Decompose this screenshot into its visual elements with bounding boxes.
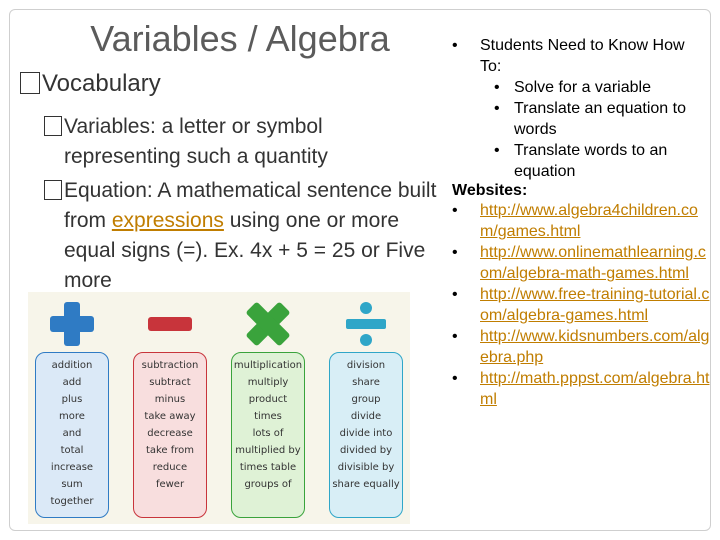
operation-column xyxy=(28,292,116,524)
operation-word: addition xyxy=(51,360,93,371)
operation-word: decrease xyxy=(147,428,193,439)
operation-word: and xyxy=(62,428,82,439)
website-link[interactable]: http://www.kidsnumbers.com/algebra.php xyxy=(480,328,710,366)
bullet-icon: • xyxy=(452,286,458,303)
operation-word: divide into xyxy=(339,428,393,439)
bullet-icon: • xyxy=(452,328,458,345)
website-item xyxy=(452,326,710,368)
operation-word: subtract xyxy=(149,377,191,388)
operation-word-card xyxy=(35,352,109,518)
website-item xyxy=(452,284,710,326)
website-link[interactable]: http://www.algebra4children.com/games.html xyxy=(480,202,698,240)
equation-definition xyxy=(20,176,440,296)
operation-word-card xyxy=(329,352,403,518)
operation-word: sum xyxy=(61,479,83,490)
operation-word: multiplied by xyxy=(235,445,301,456)
plus-icon xyxy=(28,296,116,352)
website-item xyxy=(452,368,710,410)
websites-label: Websites: xyxy=(452,182,528,199)
variables-definition xyxy=(20,112,440,172)
operation-word: multiplication xyxy=(233,360,303,371)
operation-word-card xyxy=(231,352,305,518)
website-link[interactable]: http://www.free-training-tutorial.com/algebra-games.html xyxy=(480,286,710,324)
operation-word: division xyxy=(346,360,386,371)
equation-text-pre: Equation: A mathematical sentence built from xyxy=(64,179,437,232)
operation-word: times table xyxy=(239,462,297,473)
website-item xyxy=(452,242,710,284)
operation-word: groups of xyxy=(244,479,292,490)
vocabulary-label: Vocabulary xyxy=(42,70,161,97)
website-link[interactable]: http://www.onlinemathlearning.com/algebra-math-games.html xyxy=(480,244,706,282)
operation-word: more xyxy=(59,411,85,422)
operation-word: subtraction xyxy=(141,360,199,371)
minus-icon xyxy=(126,296,214,352)
operation-column xyxy=(322,292,410,524)
bullet-icon: • xyxy=(494,79,500,96)
operation-word: take away xyxy=(144,411,196,422)
vocabulary-panel xyxy=(20,70,437,292)
skills-heading: • Students Need to Know How To: xyxy=(452,37,685,75)
bullet-icon: • xyxy=(452,202,458,219)
skill-item: • Translate an equation to words xyxy=(494,100,686,138)
skills-panel xyxy=(452,35,710,410)
bullet-glyph-icon xyxy=(44,116,62,136)
operation-word: multiply xyxy=(247,377,289,388)
operation-column xyxy=(224,292,312,524)
operation-word: divisible by xyxy=(337,462,395,473)
websites-list xyxy=(452,200,710,410)
operation-word: plus xyxy=(61,394,83,405)
operation-word: add xyxy=(62,377,82,388)
bullet-glyph-icon xyxy=(44,180,62,200)
variables-text: Variables: a letter or symbol representing such a quantity xyxy=(64,115,328,168)
bullet-icon: • xyxy=(452,37,458,54)
operation-word: divide xyxy=(350,411,382,422)
skills-list xyxy=(452,77,710,182)
bullet-glyph-icon xyxy=(20,72,40,94)
expressions-link[interactable]: expressions xyxy=(111,209,224,232)
vocabulary-item xyxy=(20,70,420,98)
operations-chart-image xyxy=(28,292,410,524)
divide-icon xyxy=(322,296,410,352)
bullet-icon: • xyxy=(452,370,458,387)
operation-word: increase xyxy=(50,462,94,473)
operation-word: together xyxy=(50,496,94,507)
operation-word: product xyxy=(248,394,288,405)
skill-item: • Translate words to an equation xyxy=(494,142,668,180)
bullet-icon: • xyxy=(452,244,458,261)
operation-word: group xyxy=(351,394,381,405)
bullet-icon: • xyxy=(494,100,500,117)
operation-word: times xyxy=(254,411,282,422)
operation-word: take from xyxy=(145,445,195,456)
operation-word-card xyxy=(133,352,207,518)
operation-word: share xyxy=(352,377,380,388)
operation-word: share equally xyxy=(332,479,400,490)
operation-word: fewer xyxy=(155,479,185,490)
definitions-clip xyxy=(20,108,440,292)
equation-text-post: using one or more equal signs (=). Ex. 4x + 5 = 25 or Five more xyxy=(64,209,426,292)
times-icon xyxy=(224,296,312,352)
bullet-icon: • xyxy=(494,142,500,159)
skill-item: • Solve for a variable xyxy=(494,79,651,96)
operation-column xyxy=(126,292,214,524)
slide-title: Variables / Algebra xyxy=(90,18,390,59)
operation-word: total xyxy=(60,445,84,456)
operation-word: reduce xyxy=(152,462,188,473)
operation-word: divided by xyxy=(339,445,393,456)
website-item xyxy=(452,200,710,242)
website-link[interactable]: http://math.pppst.com/algebra.html xyxy=(480,370,710,408)
operation-word: minus xyxy=(154,394,186,405)
operation-word: lots of xyxy=(252,428,284,439)
